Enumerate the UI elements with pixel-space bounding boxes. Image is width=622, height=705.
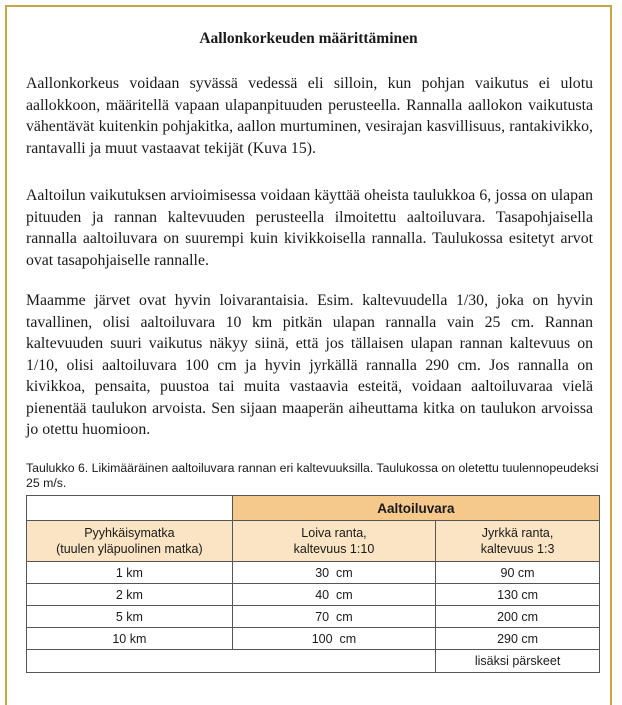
column-header-fetch-line1: Pyyhkäisymatka — [84, 526, 175, 540]
table-cell-fetch: 2 km — [27, 584, 233, 606]
table-cell-steep: 200 cm — [436, 606, 600, 628]
table-cell-steep: 90 cm — [436, 562, 600, 584]
table-cell-gentle: 100 cm — [232, 628, 435, 650]
table-cell-steep: 130 cm — [436, 584, 600, 606]
document-frame — [5, 5, 612, 705]
column-header-gentle — [232, 521, 435, 562]
paragraph-2: Aaltoilun vaikutuksen arvioimisessa voidaan käyttää oheista taulukkoa 6, jossa on ulapan pituuden ja rannan kaltevuuden perusteella ilmoitettu aaltoiluvara. Tasapohjaisella rannalla aaltoiluvara on suurempi kuin kivikkoisella rannalla. Taulukossa esitetyt arvot ovat tasapohjaiselle rannalle. — [26, 187, 593, 269]
column-header-gentle-line1: Loiva ranta, — [301, 526, 367, 540]
table-cell-steep: 290 cm — [436, 628, 600, 650]
column-header-gentle-line2: kaltevuus 1:10 — [293, 542, 375, 556]
document-title: Aallonkorkeuden määrittäminen — [199, 30, 418, 47]
table-group-header: Aaltoiluvara — [232, 496, 599, 521]
table-row — [27, 562, 600, 584]
table-caption: Taulukko 6. Likimääräinen aaltoiluvara rannan eri kaltevuuksilla. Taulukossa on oletettu tuulennopeudeksi 25 m/s. — [26, 461, 599, 490]
table-note-row — [27, 650, 600, 673]
table-row — [27, 628, 600, 650]
table-cell-gentle: 40 cm — [232, 584, 435, 606]
column-header-steep-line1: Jyrkkä ranta, — [481, 526, 554, 540]
paragraph-3: Maamme järvet ovat hyvin loivarantaisia. Esim. kaltevuudella 1/30, joka on hyvin tavallinen, olisi aaltoiluvara 10 km pitkän ulapan rannalla vain 25 cm. Rannan kaltevuuden suuri vaikutus näkyy siinä, että jos tällaisen ulapan rannan kaltevuus on 1/10, olisi aaltoiluvara 100 cm ja hyvin jyrkällä rannalla 290 cm. Jos rannalla on kivikkoa, pensaita, puustoa tai muita vastaavia esteitä, voidaan aaltoiluvaraa vielä pienentää taulukon arvoista. Sen sijaan maaperän aiheuttama kitka on taulukon arvoissa jo otettu huomioon. — [26, 292, 593, 438]
column-header-steep-line2: kaltevuus 1:3 — [480, 542, 555, 556]
wave-allowance-table — [26, 495, 600, 673]
column-header-fetch — [27, 521, 233, 562]
table-cell-fetch: 5 km — [27, 606, 233, 628]
table-row — [27, 584, 600, 606]
paragraph-1: Aallonkorkeus voidaan syvässä vedessä eli silloin, kun pohjan vaikutus ei ulotu aallokkoon, määritellä vapaan ulapanpituuden perusteella. Rannalla aallokon vaikutusta vähentävät kuitenkin pohjakitka, aallon murtuminen, vesirajan kasvillisuus, rantakivikko, rantavalli ja muut vastaavat tekijät (Kuva 15). — [26, 75, 593, 157]
table-cell-gentle: 70 cm — [232, 606, 435, 628]
table-cell-fetch: 1 km — [27, 562, 233, 584]
table-group-header-row — [27, 496, 600, 521]
table-cell-fetch: 10 km — [27, 628, 233, 650]
table-row — [27, 606, 600, 628]
table-blank-corner — [27, 496, 233, 521]
table-note-blank — [27, 650, 436, 673]
column-header-fetch-line2: (tuulen yläpuolinen matka) — [56, 542, 203, 556]
table-cell-gentle: 30 cm — [232, 562, 435, 584]
table-column-header-row — [27, 521, 600, 562]
table-note: lisäksi pärskeet — [436, 650, 600, 673]
column-header-steep — [436, 521, 600, 562]
